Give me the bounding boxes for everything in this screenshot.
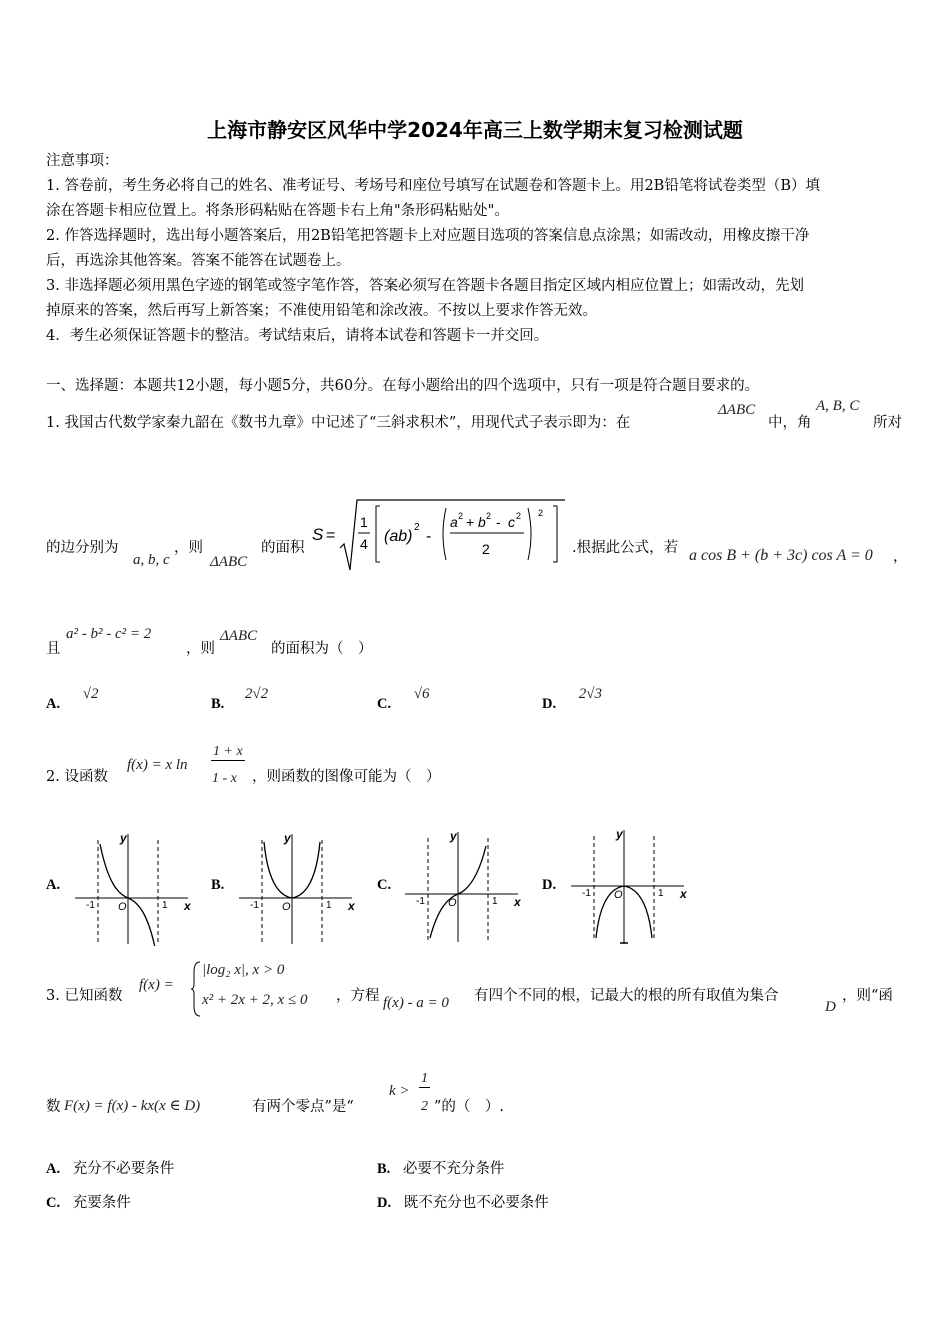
q1-math-condition1: a cos B + (b + 3c) cos A = 0 (689, 547, 873, 564)
q3-math-k: k > (389, 1083, 410, 1099)
q3-math-case1: |log₂ x|, x > 0 (202, 962, 285, 978)
notice-line: 1. 答卷前，考生务必将自己的姓名、准考证号、考场号和座位号填写在试题卷和答题卡上。用2B铅笔将试卷类型（B）填 (46, 178, 820, 194)
option-value: √6 (413, 686, 430, 702)
q3-math-f-capital: F(x) = f(x) - kx(x ∈ D) (64, 1098, 201, 1114)
graph-tick-left: -1 (416, 896, 425, 907)
q3-text: 3. 已知函数 (46, 988, 123, 1004)
option-value: 既不充分也不必要条件 (403, 1195, 549, 1211)
q1-option-c[interactable] (377, 686, 430, 713)
q2-option-a-label[interactable]: A. (46, 877, 61, 893)
graph-axis-y: y (120, 831, 127, 845)
q3-option-c[interactable] (46, 1191, 131, 1212)
q2-graph-c[interactable] (400, 828, 530, 946)
q1-text: 的面积 (261, 540, 305, 556)
q3-option-d[interactable] (377, 1191, 549, 1212)
q3-text: ”的（ ）. (434, 1099, 505, 1115)
q3-option-b[interactable] (377, 1157, 504, 1178)
q1-math-triangle: ΔABC (718, 402, 756, 418)
q3-math-equation: f(x) - a = 0 (383, 995, 449, 1011)
notice-line: 3. 非选择题必须用黑色字迹的钢笔或签字笔作答，答案必须写在答题卡各题目指定区域内相应位置上；如需改动，先划 (46, 278, 804, 294)
q3-text: ，方程 (336, 988, 380, 1004)
q2-math-denominator: 1 - x (212, 771, 237, 786)
option-label: C. (46, 1195, 61, 1211)
q2-option-c-label[interactable]: C. (377, 877, 392, 893)
option-label: D. (542, 696, 557, 712)
q1-text: 所对 (873, 415, 902, 431)
svg-text:(ab): (ab) (384, 528, 413, 545)
q1-math-condition2: a² - b² - c² = 2 (66, 626, 152, 642)
graph-tick-right: 1 (658, 888, 664, 899)
q2-text: ，则函数的图像可能为（ ） (252, 769, 441, 785)
graph-axis-y: y (450, 829, 457, 843)
q1-option-a[interactable] (46, 686, 99, 713)
q3-text: ，则“函 (842, 988, 893, 1004)
svg-text:2: 2 (486, 511, 492, 521)
notice-line: 掉原来的答案，然后再写上新答案；不准使用铅笔和涂改液。不按以上要求作答无效。 (46, 303, 597, 319)
option-label: B. (377, 1161, 391, 1177)
q1-text: .根据此公式，若 (572, 540, 679, 556)
q3-math-half-denominator: 2 (421, 1099, 428, 1114)
svg-text:+: + (466, 514, 475, 530)
notice-heading: 注意事项： (46, 153, 119, 169)
svg-text:b: b (478, 514, 486, 530)
q3-math-case2: x² + 2x + 2, x ≤ 0 (202, 992, 308, 1008)
q3-brace (190, 960, 202, 1018)
graph-tick-right: 1 (492, 896, 498, 907)
q3-option-a[interactable] (46, 1157, 174, 1178)
q2-graph-b[interactable] (234, 828, 364, 946)
q1-text: ，则 (186, 641, 215, 657)
notice-line: 4．考生必须保证答题卡的整洁。考试结束后，请将本试卷和答题卡一并交回。 (46, 328, 549, 344)
svg-text:-: - (426, 528, 432, 545)
svg-text:-: - (496, 514, 501, 530)
q1-text: ， (893, 549, 908, 565)
q1-math-angles: A, B, C (816, 398, 860, 414)
q2-math-numerator: 1 + x (213, 744, 243, 759)
graph-axis-x: x (680, 887, 687, 901)
notice-line: 涂在答题卡相应位置上。将条形码粘贴在答题卡右上角"条形码粘贴处"。 (46, 203, 509, 219)
option-value: √2 (82, 686, 99, 702)
q3-math-function: f(x) = (139, 977, 174, 993)
notice-line: 后，再选涂其他答案。答案不能答在试题卷上。 (46, 253, 351, 269)
graph-tick-left: -1 (582, 888, 591, 899)
q1-option-d[interactable] (542, 686, 602, 713)
q1-text: 中，角 (768, 415, 812, 431)
q1-math-triangle: ΔABC (210, 554, 248, 570)
option-value: 2√3 (578, 686, 602, 702)
svg-text:=: = (326, 527, 336, 544)
svg-text:2: 2 (516, 511, 522, 521)
graph-tick-right: 1 (162, 900, 168, 911)
option-value: 充要条件 (72, 1195, 131, 1211)
graph-axis-y: y (284, 831, 291, 845)
q1-text: 的边分别为 (46, 540, 119, 556)
option-label: C. (377, 696, 392, 712)
q1-option-b[interactable] (211, 686, 269, 713)
svg-text:a: a (450, 514, 458, 530)
graph-origin: O (448, 897, 457, 909)
svg-text:2: 2 (538, 508, 544, 518)
q3-text: 有两个零点”是“ (252, 1099, 354, 1115)
option-label: D. (377, 1195, 392, 1211)
graph-axis-x: x (348, 899, 355, 913)
svg-text:4: 4 (360, 536, 368, 552)
option-label: A. (46, 696, 61, 712)
graph-tick-left: -1 (86, 900, 95, 911)
q1-text: 且 (46, 641, 61, 657)
option-label: B. (211, 696, 225, 712)
svg-text:S: S (312, 525, 324, 544)
svg-text:2: 2 (458, 511, 464, 521)
q1-text: ，则 (174, 540, 203, 556)
svg-text:1: 1 (360, 514, 368, 530)
svg-text:2: 2 (414, 522, 420, 533)
q3-math-half-numerator: 1 (421, 1071, 428, 1086)
q3-text: 数 (46, 1099, 61, 1115)
svg-text:2: 2 (482, 541, 490, 557)
section-heading: 一、选择题：本题共12小题，每小题5分，共60分。在每小题给出的四个选项中，只有一项是符合题目要求的。 (46, 378, 760, 394)
q2-text: 2. 设函数 (46, 769, 108, 785)
q2-option-b-label[interactable]: B. (211, 877, 225, 893)
q2-math-function: f(x) = x ln (127, 757, 188, 773)
graph-origin: O (614, 889, 623, 901)
q2-graph-a[interactable] (70, 828, 200, 946)
q2-option-d-label[interactable]: D. (542, 877, 557, 893)
graph-origin: O (282, 901, 291, 913)
q1-area-formula (310, 496, 572, 574)
option-label: A. (46, 1161, 61, 1177)
page-title: 上海市静安区风华中学2024年高三上数学期末复习检测试题 (207, 118, 743, 142)
option-value: 充分不必要条件 (72, 1161, 175, 1177)
graph-axis-y: y (616, 827, 623, 841)
svg-text:c: c (508, 514, 515, 530)
q1-math-triangle: ΔABC (220, 628, 258, 644)
q1-text: 1. 我国古代数学家秦九韶在《数书九章》中记述了“三斜求积术”，用现代式子表示即为：在 (46, 415, 631, 431)
option-value: 必要不充分条件 (402, 1161, 505, 1177)
notice-line: 2. 作答选择题时，选出每小题答案后，用2B铅笔把答题卡上对应题目选项的答案信息点涂黑；如需改动，用橡皮擦干净 (46, 228, 810, 244)
q3-math-set-d: D (825, 999, 836, 1015)
graph-axis-x: x (514, 895, 521, 909)
q1-text: 的面积为（ ） (271, 641, 373, 657)
graph-tick-right: 1 (326, 900, 332, 911)
graph-origin: O (118, 901, 127, 913)
q3-text: 有四个不同的根，记最大的根的所有取值为集合 (474, 988, 779, 1004)
graph-tick-left: -1 (250, 900, 259, 911)
option-value: 2√2 (244, 686, 269, 702)
q2-graph-d[interactable] (566, 826, 696, 946)
q1-math-sides: a, b, c (133, 552, 170, 568)
graph-axis-x: x (184, 899, 191, 913)
